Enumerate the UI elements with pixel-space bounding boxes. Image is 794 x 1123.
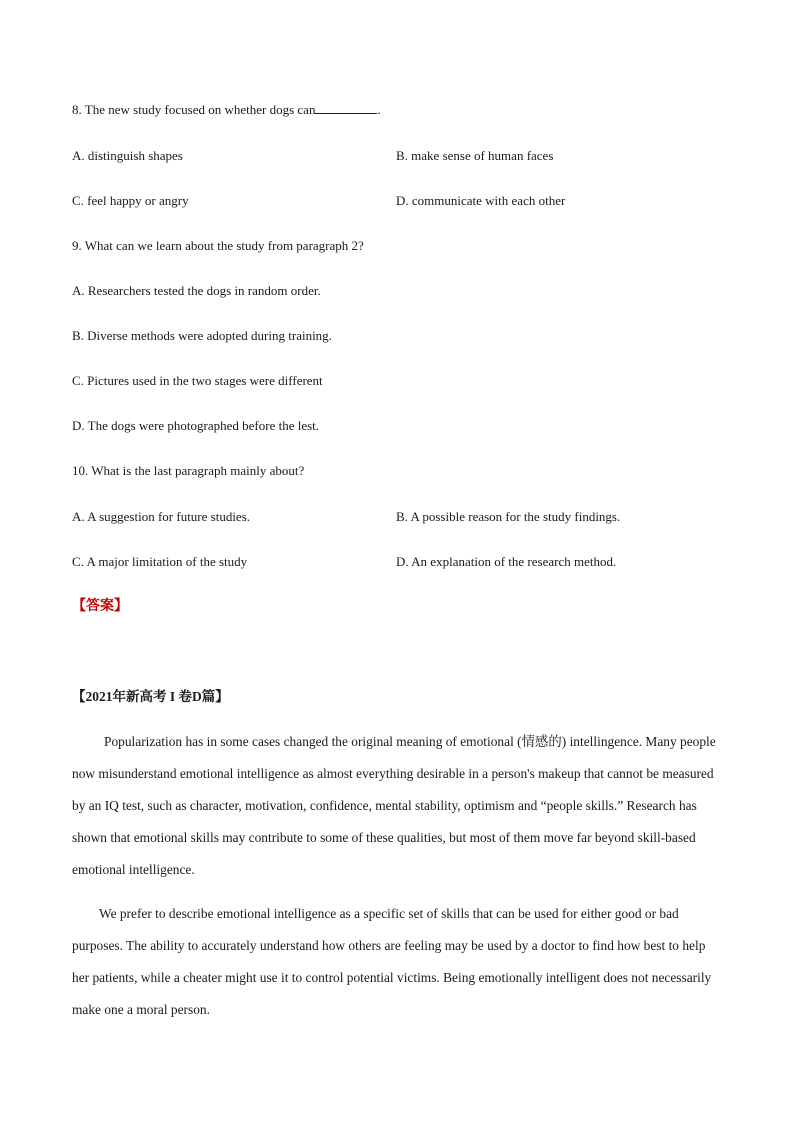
answer-label: 【答案】 — [72, 599, 128, 614]
question-8-option-d: D. communicate with each other — [396, 193, 566, 208]
question-9-option-d: D. The dogs were photographed before the lest. — [72, 418, 320, 433]
question-9-option-b: B. Diverse methods were adopted during training. — [72, 328, 332, 343]
question-10-option-a: A. A suggestion for future studies. — [72, 509, 251, 524]
question-8-option-c: C. feel happy or angry — [72, 193, 189, 208]
question-8-option-b: B. make sense of human faces — [396, 148, 554, 163]
question-10-option-c: C. A major limitation of the study — [72, 554, 248, 569]
passage-paragraph-1: Popularization has in some cases changed the original meaning of emotional (情感的) intellingence. Many people now misunderstand emotional intelligence as almost everything desirable in a person's makeup that cannot be measured by an IQ test, such as character, motivation, confidence, mental stability, optimism and “people skills.” Research has shown that emotional skills may contribute to some of these qualities, but most of them move far beyond skill-based emotional intelligence. — [72, 734, 716, 877]
question-9-option-a: A. Researchers tested the dogs in random order. — [72, 283, 321, 298]
question-9-option-c: C. Pictures used in the two stages were different — [72, 373, 323, 388]
answer-blank — [315, 101, 377, 114]
question-8-text: 8. The new study focused on whether dogs can — [72, 102, 316, 117]
question-8-end: . — [377, 102, 381, 117]
question-8-stem — [72, 101, 381, 119]
question-8-option-a: A. distinguish shapes — [72, 148, 183, 163]
question-9-stem: 9. What can we learn about the study from paragraph 2? — [72, 238, 364, 253]
question-10-stem: 10. What is the last paragraph mainly about? — [72, 463, 305, 478]
passage-paragraph-2: We prefer to describe emotional intelligence as a specific set of skills that can be used for either good or bad purposes. The ability to accurately understand how others are feeling may be used by a doctor to find how best to help her patients, while a cheater might use it to control potential victims. Being emotionally intelligent does not necessarily make one a moral person. — [72, 906, 712, 1017]
question-10-option-d: D. An explanation of the research method. — [396, 554, 617, 569]
question-10-option-b: B. A possible reason for the study findings. — [396, 509, 621, 524]
section-heading: 【2021年新高考 I 卷D篇】 — [72, 689, 229, 704]
